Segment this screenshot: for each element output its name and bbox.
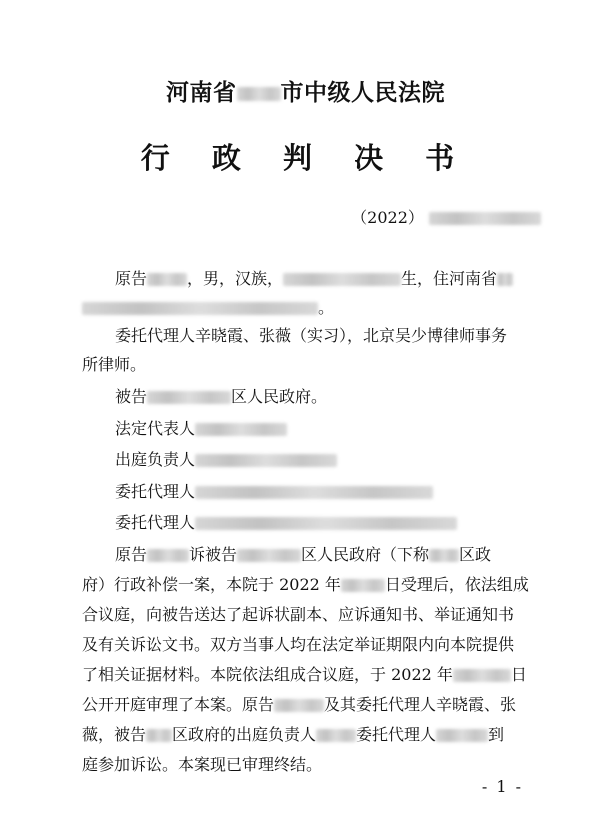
redacted-case-number [429,212,541,225]
plaintiff-residence-label: 生，住河南省 [401,269,498,288]
body-text: 委托代理人 [356,725,437,744]
agent3-label: 委托代理人 [115,513,196,532]
agent1-line-2: 所律师。 [82,355,147,374]
redacted-agent2 [195,486,433,499]
body-text: 区政府的出庭负责人 [172,725,317,744]
plaintiff-label: 原告 [115,269,148,288]
court-rep-label: 出庭负责人 [115,450,196,469]
redacted-address-start [497,273,513,286]
court-rep-line [82,450,585,470]
redacted-birthdate [283,273,401,286]
agent2-line [82,482,585,502]
body-line-2 [82,575,552,595]
redacted-court-rep [195,454,337,467]
court-name [0,74,611,107]
body-text: 区人民政府（下称 [301,545,430,564]
body-line-5 [82,665,552,685]
redacted-defendant-city [237,549,301,562]
legal-rep-label: 法定代表人 [115,419,196,438]
defendant-label: 被告 [115,387,148,406]
body-text: 府）行政补偿一案，本院于 2022 年 [82,575,341,594]
redacted-short-name [429,549,459,562]
redacted-agent3 [195,517,457,530]
case-number [351,205,541,228]
body-line-7 [82,725,552,745]
redacted-legal-rep [195,423,287,436]
redacted-plaintiff-name [147,273,187,286]
redacted-plaintiff-name [274,699,324,712]
plaintiff-line-1 [82,269,585,289]
body-text: 了相关证据材料。本院依法组成合议庭，于 2022 年 [82,665,453,684]
body-text: 日 [510,665,527,684]
body-line-1 [82,545,585,565]
agent2-label: 委托代理人 [115,482,196,501]
defendant-line [82,387,585,407]
redacted-city [237,87,281,101]
legal-rep-line [82,419,585,439]
defendant-name-suffix: 区人民政府。 [231,387,328,406]
document-title: 行 政 判 决 书 [140,141,471,175]
body-line-4: 及有关诉讼文书。双方当事人均在法定举证期限内向本院提供 [82,635,515,654]
body-text: 诉被告 [189,545,238,564]
plaintiff-line-2 [82,298,552,318]
body-text: 公开开庭审理了本案。原告 [82,695,275,714]
case-year: （2022） [351,208,424,227]
plaintiff-line-end: 。 [318,298,335,317]
plaintiff-gender-ethnicity: ，男，汉族， [187,269,284,288]
body-line-3: 合议庭，向被告送达了起诉状副本、应诉通知书、举证通知书 [82,605,515,624]
body-text: 原告 [115,545,148,564]
redacted-agent [436,729,488,742]
redacted-address [82,302,318,315]
page-number: - 1 - [481,777,523,796]
redacted-date [341,579,385,592]
body-text: 及其委托代理人辛晓霞、张 [324,695,517,714]
redacted-short-name [146,729,172,742]
redacted-hearing-date [453,669,511,682]
court-name-prefix: 河南省 [166,79,237,106]
agent3-line [82,513,585,533]
body-text: 薇，被告 [82,725,147,744]
redacted-defendant [147,391,231,404]
redacted-plaintiff-name [147,549,189,562]
body-text: 日受理后，依法组成 [384,575,529,594]
body-line-8: 庭参加诉讼。本案现已审理终结。 [82,755,323,774]
court-name-suffix: 市中级人民法院 [280,79,445,106]
body-text: 区政 [459,545,492,564]
redacted-court-rep [316,729,356,742]
body-text: 到 [488,725,505,744]
agent1-line-1: 委托代理人辛晓霞、张薇（实习），北京吴少博律师事务 [115,326,508,345]
body-line-6 [82,695,552,715]
